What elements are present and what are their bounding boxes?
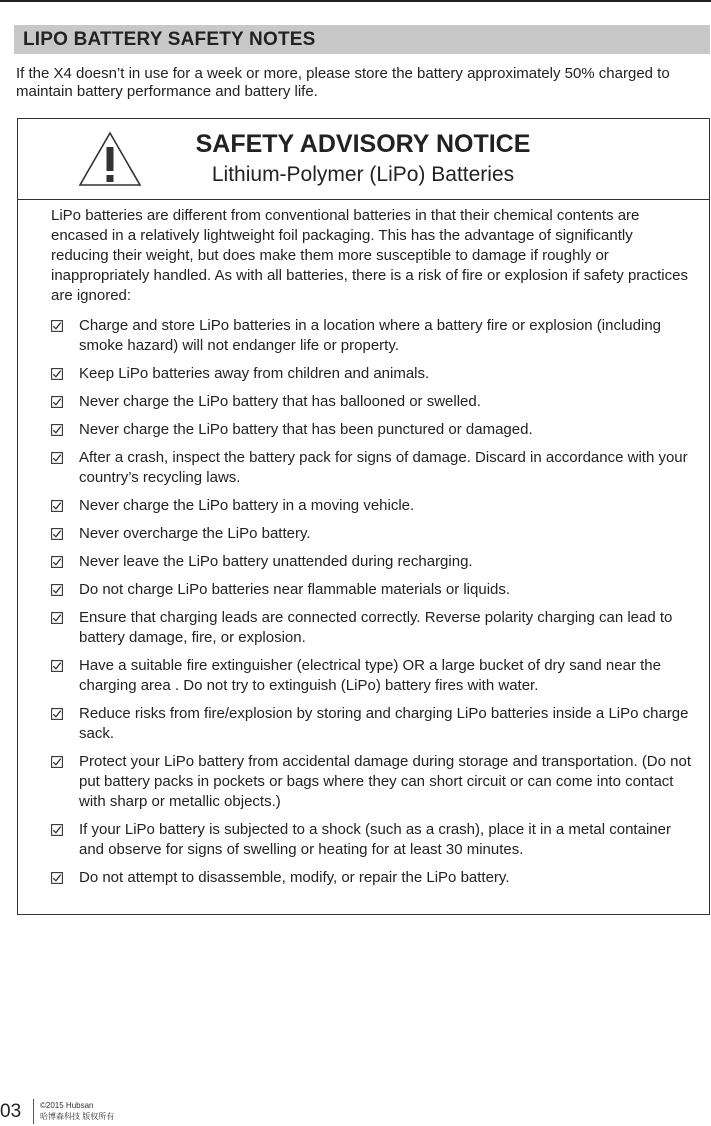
checklist-item-text: Charge and store LiPo batteries in a location where a battery fire or explosion (including smoke hazard) will not endanger life or property. bbox=[79, 317, 661, 354]
checklist-item-text: Never charge the LiPo battery that has ballooned or swelled. bbox=[79, 393, 481, 410]
checklist-item-text: Never leave the LiPo battery unattended during recharging. bbox=[79, 553, 473, 570]
checked-box-icon bbox=[51, 660, 63, 672]
checklist-item-text: Reduce risks from fire/explosion by storing and charging LiPo batteries inside a LiPo charge sack. bbox=[79, 705, 689, 742]
checklist-item bbox=[51, 656, 691, 696]
checklist-item-text: Have a suitable fire extinguisher (electrical type) OR a large bucket of dry sand near the charging area . Do not try to extinguish (LiPo) battery fires with water. bbox=[79, 657, 661, 694]
warning-triangle-icon bbox=[77, 130, 143, 188]
checked-box-icon bbox=[51, 556, 63, 568]
checked-box-icon bbox=[51, 424, 63, 436]
checklist-item bbox=[51, 496, 691, 516]
checklist-item bbox=[51, 868, 691, 888]
checklist-item-text: Do not charge LiPo batteries near flammable materials or liquids. bbox=[79, 581, 511, 598]
checklist-item bbox=[51, 608, 691, 648]
checked-box-icon bbox=[51, 528, 63, 540]
checked-box-icon bbox=[51, 708, 63, 720]
checklist-item bbox=[51, 580, 691, 600]
checklist-item-text: Keep LiPo batteries away from children and animals. bbox=[79, 365, 430, 382]
checked-box-icon bbox=[51, 872, 63, 884]
checked-box-icon bbox=[51, 824, 63, 836]
checklist-item bbox=[51, 316, 691, 356]
section-title: LIPO BATTERY SAFETY NOTES bbox=[23, 29, 316, 50]
checked-box-icon bbox=[51, 320, 63, 332]
checked-box-icon bbox=[51, 612, 63, 624]
checklist-item bbox=[51, 552, 691, 572]
checklist-item-text: Do not attempt to disassemble, modify, or repair the LiPo battery. bbox=[79, 869, 510, 886]
checklist-item bbox=[51, 704, 691, 744]
checklist-item bbox=[51, 364, 691, 384]
checked-box-icon bbox=[51, 368, 63, 380]
notice-subtitle: Lithium-Polymer (LiPo) Batteries bbox=[211, 163, 515, 186]
checklist-item bbox=[51, 752, 691, 812]
checklist-item-text: Never overcharge the LiPo battery. bbox=[79, 525, 311, 542]
checklist-item bbox=[51, 420, 691, 440]
section-header bbox=[14, 25, 710, 54]
checklist-item bbox=[51, 820, 691, 860]
checklist-item bbox=[51, 524, 691, 544]
footer-divider bbox=[33, 1099, 34, 1124]
checked-box-icon bbox=[51, 500, 63, 512]
checklist-item-text: Never charge the LiPo battery in a moving vehicle. bbox=[79, 497, 415, 514]
notice-title: SAFETY ADVISORY NOTICE bbox=[195, 130, 531, 158]
checklist-item-text: Never charge the LiPo battery that has been punctured or damaged. bbox=[79, 421, 533, 438]
checklist-item-text: After a crash, inspect the battery pack for signs of damage. Discard in accordance with your country’s recycling laws. bbox=[79, 449, 688, 486]
checked-box-icon bbox=[51, 756, 63, 768]
notice-lead: LiPo batteries are different from conventional batteries in that their chemical contents are encased in a relatively lightweight foil packaging. This has the advantage of significantly reducing their weight, but does make them more susceptible to damage if roughly or inappropriately handled. As with all batteries, there is a risk of fire or explosion if safety practices are ignored: bbox=[51, 207, 688, 304]
notice-body bbox=[51, 206, 691, 896]
page-number: 03 bbox=[0, 1101, 22, 1122]
checked-box-icon bbox=[51, 584, 63, 596]
checklist-item-text: Protect your LiPo battery from accidental damage during storage and transportation. (Do not put battery packs in pockets or bags where they can short circuit or can come into contact with sharp or metallic objects.) bbox=[79, 753, 692, 810]
top-rule bbox=[0, 0, 711, 2]
footer-rights: 哈博森科技 版权所有 bbox=[40, 1112, 115, 1121]
checklist-item-text: If your LiPo battery is subjected to a shock (such as a crash), place it in a metal container and observe for signs of swelling or heating for at least 30 minutes. bbox=[79, 821, 671, 858]
checked-box-icon bbox=[51, 452, 63, 464]
footer-copyright: ©2015 Hubsan bbox=[40, 1101, 94, 1110]
checklist-item bbox=[51, 392, 691, 412]
checklist-item bbox=[51, 448, 691, 488]
checklist-item-text: Ensure that charging leads are connected correctly. Reverse polarity charging can lead to battery damage, fire, or explosion. bbox=[79, 609, 673, 646]
checked-box-icon bbox=[51, 396, 63, 408]
safety-checklist bbox=[51, 316, 691, 888]
intro-paragraph: If the X4 doesn’t in use for a week or more, please store the battery approximately 50% charged to maintain battery performance and battery life. bbox=[16, 65, 670, 100]
safety-notice-box bbox=[17, 118, 710, 915]
notice-header bbox=[18, 119, 709, 200]
